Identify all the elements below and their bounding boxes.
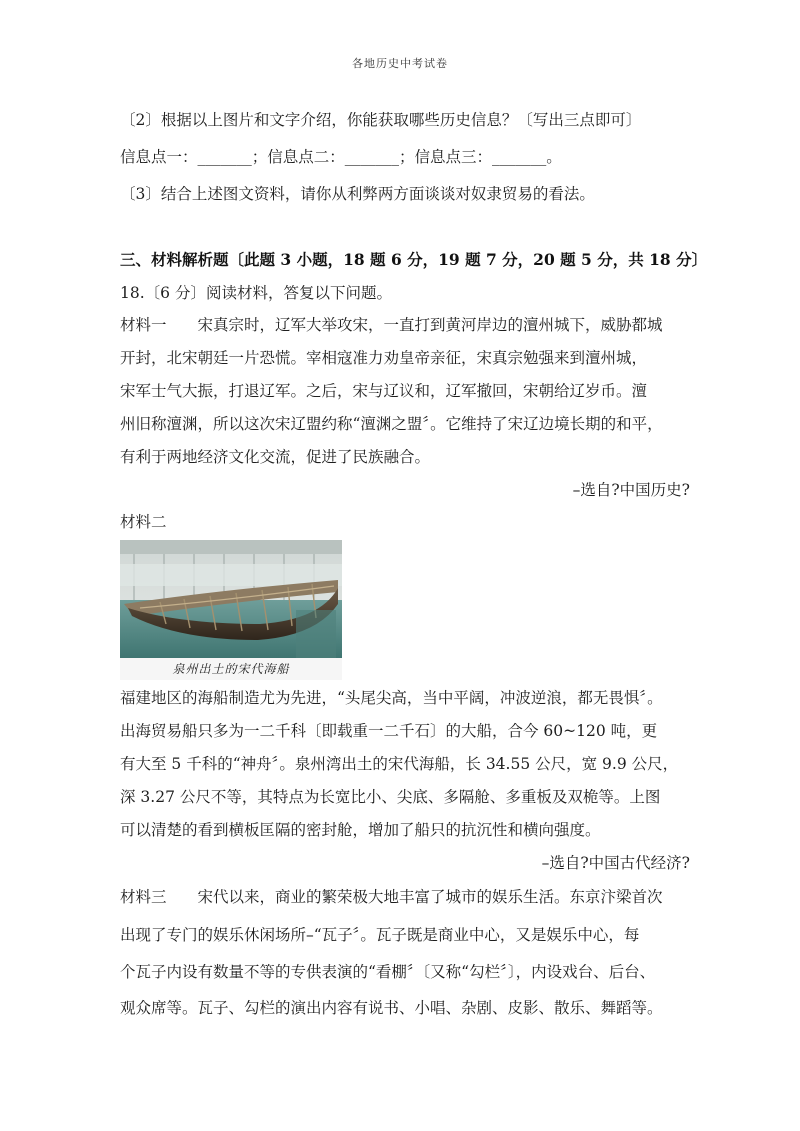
material-2-line: 福建地区的海船制造尤为先进，“头尾尖高，当中平阔，冲波逆浪，都无畏惧〞。 <box>120 689 663 707</box>
material-2-line: 出海贸易船只多为一二千科〔即载重一二千石〕的大船，合今 60~120 吨，更 <box>120 722 658 740</box>
material-2-label: 材料二 <box>120 513 167 531</box>
material-1-line: 有利于两地经济文化交流，促进了民族融合。 <box>120 448 431 466</box>
song-ship-photo <box>120 540 342 680</box>
material-3-line: 出现了专门的娱乐休闲场所–“瓦子〞。瓦子既是商业中心，又是娱乐中心，每 <box>120 926 640 944</box>
page-header: 各地历史中考试卷 <box>352 57 448 70</box>
material-1-line: 州旧称澶渊，所以这次宋辽盟约称“澶渊之盟〞。它维持了宋辽边境长期的和平， <box>120 415 663 433</box>
material-1-line: 宋军士气大振，打退辽军。之后，宋与辽议和，辽军撤回，宋朝给辽岁币。澶 <box>120 382 648 400</box>
material-2-line: 有大至 5 千科的“神舟〞。泉州湾出土的宋代海船，长 34.55 公尺，宽 9.9 公尺， <box>120 755 679 773</box>
source-2: –选自?中国古代经济? <box>541 854 690 872</box>
material-3-line: 观众席等。瓦子、勾栏的演出内容有说书、小唱、杂剧、皮影、散乐、舞蹈等。 <box>120 999 663 1017</box>
material-3-line: 材料三 宋代以来，商业的繁荣极大地丰富了城市的娱乐生活。东京汴梁首次 <box>120 888 663 906</box>
material-2-line: 深 3.27 公尺不等，其特点为长宽比小、尖底、多隔舱、多重板及双桅等。上图 <box>120 788 661 806</box>
question-18: 18.〔6 分〕阅读材料，答复以下问题。 <box>120 284 392 302</box>
material-2-line: 可以清楚的看到横板匡隔的密封舱，增加了船只的抗沉性和横向强度。 <box>120 821 601 839</box>
material-1-line: 开封，北宋朝廷一片恐慌。宰相寇准力劝皇帝亲征，宋真宗勉强来到澶州城， <box>120 349 648 367</box>
question-2: 〔2〕根据以上图片和文字介绍，你能获取哪些历史信息？〔写出三点即可〕 <box>120 111 642 129</box>
material-3-line: 个瓦子内设有数量不等的专供表演的“看棚〞〔又称“勾栏〞〕，内设戏台、后台、 <box>120 963 656 981</box>
question-3: 〔3〕结合上述图文资料，请你从利弊两方面谈谈对奴隶贸易的看法。 <box>120 185 595 203</box>
photo-caption: 泉州出土的宋代海船 <box>120 658 342 680</box>
material-1-line: 材料一 宋真宗时，辽军大举攻宋，一直打到黄河岸边的澶州城下，威胁都城 <box>120 316 663 334</box>
info-points-line: 信息点一：_______；信息点二：_______；信息点三：_______。 <box>120 148 562 166</box>
section-3-title: 三、材料解析题〔此题 3 小题，18 题 6 分，19 题 7 分，20 题 5 分，共 18 分〕 <box>120 250 708 269</box>
source-1: –选自?中国历史? <box>572 481 690 499</box>
